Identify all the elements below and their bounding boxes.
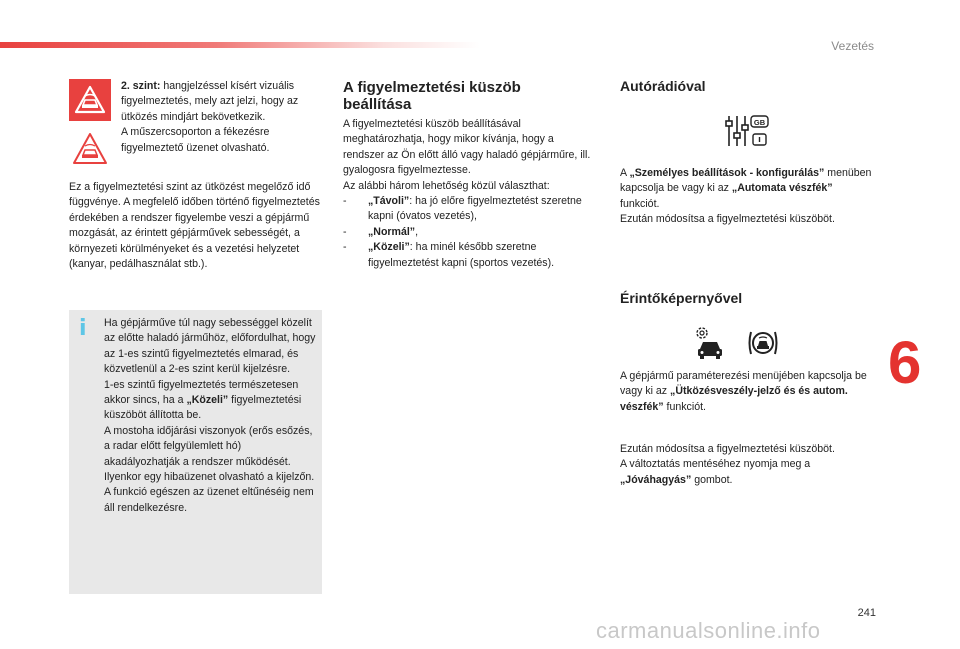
threshold-choose: Az alábbi három lehetőség közül választhat: xyxy=(343,179,550,192)
chapter-number: 6 xyxy=(888,329,922,396)
info-text-2: 1-es szintű figyelmeztetés természetesen akkor sincs, ha a „Közeli” figyelmeztetési küszöböt állította be. xyxy=(104,378,302,422)
info-text-1: Ha gépjárműve túl nagy sebességgel közelít az előtte haladó járműhöz, előfordulhat, hogy az 1-es szintű figyelmeztetés elmarad, és közvetlenül a 2-es szint kerül kijelzésre. xyxy=(104,317,316,376)
section-title: Vezetés xyxy=(831,39,874,53)
threshold-intro: A figyelmeztetési küszöb beállításával meghatározhatja, hogy mikor kívánja, hogy a rendszer az Ön előtt álló vagy haladó gépjárműre, ill. gyalogosra figyelmeztesse. xyxy=(343,118,591,177)
level2-text: 2. szint: hangjelzéssel kísért vizuális figyelmeztetés, mely azt jelzi, hogy az ütközés mindjárt bekövetkezik. xyxy=(121,80,299,123)
collision-warning-icon xyxy=(69,79,111,121)
radio-instructions-2: Ezután módosítsa a figyelmeztetési küszöböt. xyxy=(620,213,835,226)
touchscreen-title: Érintőképernyővel xyxy=(620,290,743,306)
info-text-3: A mostoha időjárási viszonyok (erős esőzés, a radar előtt felgyülemlett hó) akadályozhatják a rendszer működését. Ilyenkor egy hibaüzenet olvasható a kijelzőn. A funkció egészen az üzenet eltűnéséig nem áll rendelkezésre. xyxy=(104,424,315,514)
radio-settings-icon xyxy=(724,113,770,149)
collision-risk-icon xyxy=(745,325,781,361)
header-accent-bar xyxy=(0,42,480,48)
option-normal: - „Normál”, xyxy=(343,225,419,238)
level2-text-cont: A műszercsoporton a fékezésre figyelmeztető üzenet olvasható. xyxy=(121,126,270,154)
touchscreen-save: A változtatás mentéséhez nyomja meg a „Jóváhagyás” gombot. xyxy=(620,458,811,486)
radio-title: Autórádióval xyxy=(620,78,706,94)
level-paragraph: Ez a figyelmeztetési szint az ütközést megelőző idő függvénye. A megfelelő időben történő figyelmeztetés érdekében a rendszer figyelembe veszi a gépjármű mozgását, az érintett gépjárművek sebességét, a környezeti körülményeket és a vezetési helyzetet (kanyar, pedálhasználat stb.). xyxy=(69,181,320,271)
option-far: - „Távoli”: ha jó előre figyelmeztetést szeretne kapni (óvatos vezetés), xyxy=(343,195,582,223)
watermark: carmanualsonline.info xyxy=(596,618,821,643)
option-near: - „Közeli”: ha minél később szeretne figyelmeztetést kapni (sportos vezetés). xyxy=(343,241,555,269)
brake-warning-icon xyxy=(69,128,111,170)
info-box xyxy=(69,310,322,594)
page-number: 241 xyxy=(857,607,876,619)
radio-instructions: A „Személyes beállítások - konfigurálás” menüben kapcsolja be vagy ki az „Automata vészfék” funkciót. xyxy=(620,167,872,210)
gb-label: GB xyxy=(753,118,766,127)
threshold-title: A figyelmeztetési küszöb beállítása xyxy=(343,79,521,113)
touchscreen-instructions: A gépjármű paraméterezési menüjében kapcsolja be vagy ki az „Ütközésveszély-jelző és és autom. vészfék” funkciót. xyxy=(620,370,867,413)
info-icon: i xyxy=(79,316,87,341)
vehicle-settings-icon xyxy=(692,325,728,361)
touchscreen-threshold: Ezután módosítsa a figyelmeztetési küszöböt. xyxy=(620,443,835,455)
